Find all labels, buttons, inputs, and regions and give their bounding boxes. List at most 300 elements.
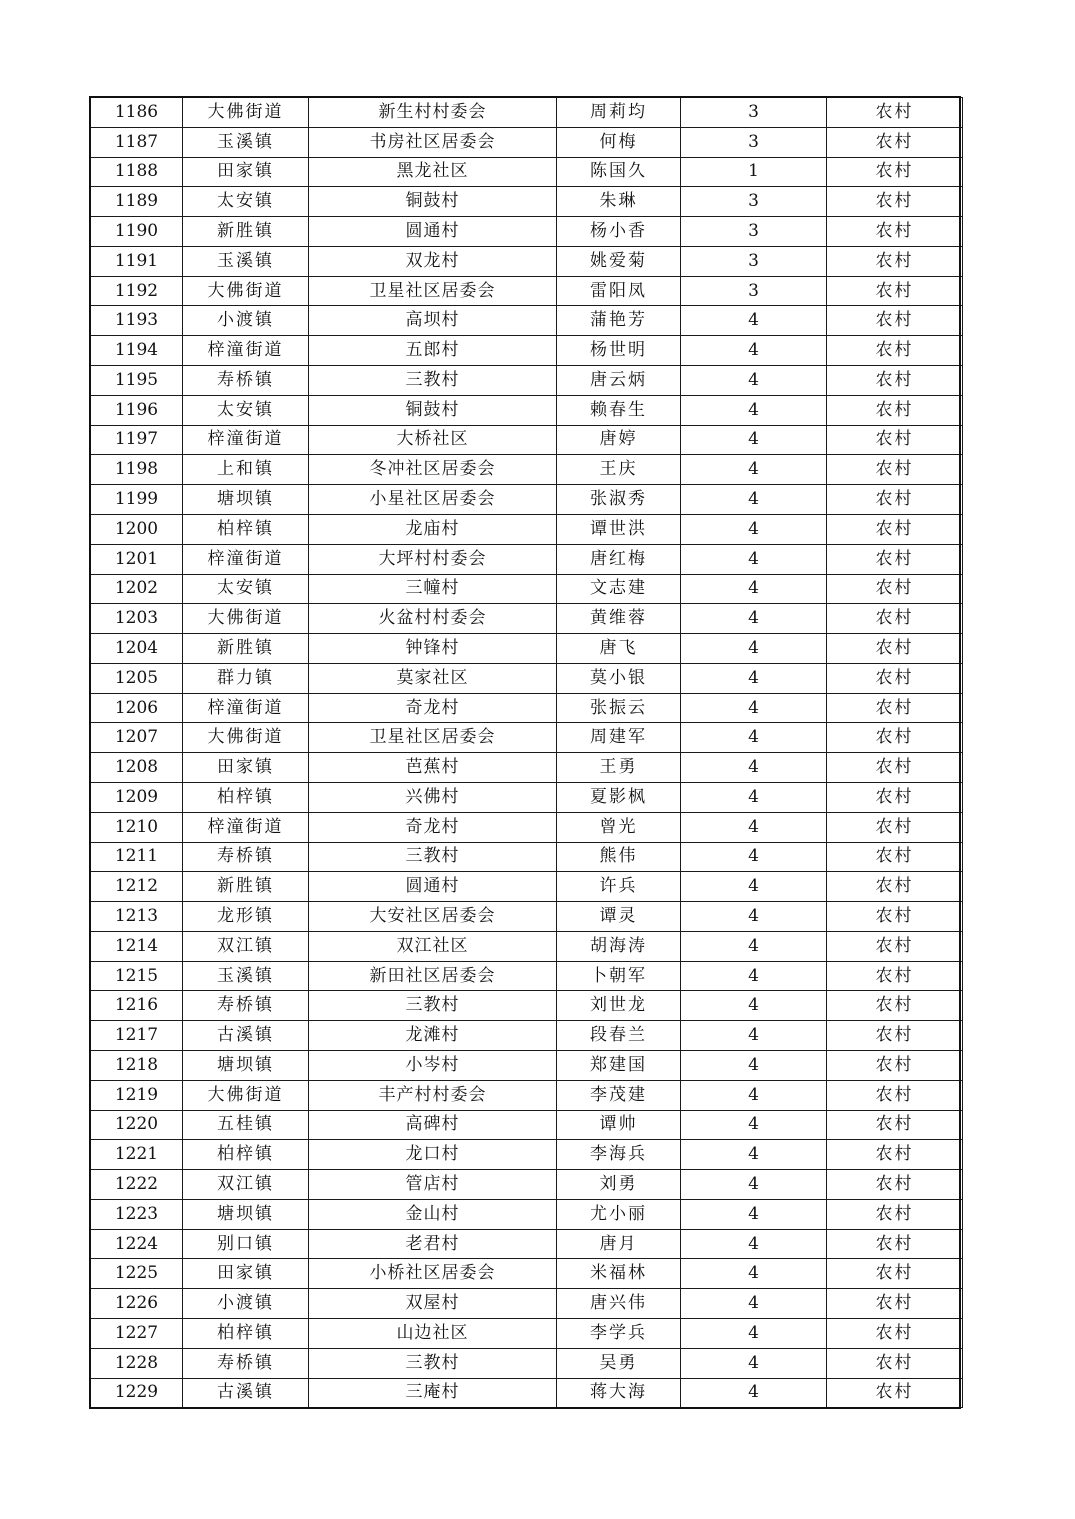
person-name-cell: 杨小香 (557, 217, 681, 247)
town-cell: 大佛街道 (183, 1080, 309, 1110)
table-row (91, 902, 963, 932)
person-name-cell: 王勇 (557, 753, 681, 783)
level-cell: 4 (681, 872, 827, 902)
town-cell: 太安镇 (183, 187, 309, 217)
person-name-cell: 姚爱菊 (557, 246, 681, 276)
village-cell: 大坪村村委会 (309, 544, 557, 574)
town-cell: 大佛街道 (183, 604, 309, 634)
person-name-cell: 黄维蓉 (557, 604, 681, 634)
town-cell: 塘坝镇 (183, 1199, 309, 1229)
serial-number-cell: 1194 (91, 336, 183, 366)
table-row (91, 1080, 963, 1110)
person-name-cell: 曾光 (557, 812, 681, 842)
serial-number-cell: 1219 (91, 1080, 183, 1110)
village-cell: 芭蕉村 (309, 753, 557, 783)
person-name-cell: 熊伟 (557, 842, 681, 872)
person-name-cell: 周建军 (557, 723, 681, 753)
village-cell: 山边社区 (309, 1319, 557, 1349)
village-cell: 铜鼓村 (309, 395, 557, 425)
person-name-cell: 周莉均 (557, 98, 681, 128)
person-name-cell: 陈国久 (557, 157, 681, 187)
level-cell: 4 (681, 1140, 827, 1170)
level-cell: 4 (681, 723, 827, 753)
serial-number-cell: 1195 (91, 366, 183, 396)
level-cell: 3 (681, 276, 827, 306)
town-cell: 大佛街道 (183, 98, 309, 128)
area-type-cell: 农村 (827, 395, 963, 425)
level-cell: 4 (681, 306, 827, 336)
level-cell: 4 (681, 991, 827, 1021)
level-cell: 4 (681, 931, 827, 961)
village-cell: 钟锋村 (309, 634, 557, 664)
area-type-cell: 农村 (827, 782, 963, 812)
person-name-cell: 雷阳凤 (557, 276, 681, 306)
person-name-cell: 许兵 (557, 872, 681, 902)
level-cell: 4 (681, 1170, 827, 1200)
person-name-cell: 蒋大海 (557, 1378, 681, 1408)
village-cell: 大安社区居委会 (309, 902, 557, 932)
level-cell: 4 (681, 1259, 827, 1289)
village-cell: 新生村村委会 (309, 98, 557, 128)
village-cell: 书房社区居委会 (309, 127, 557, 157)
village-cell: 铜鼓村 (309, 187, 557, 217)
serial-number-cell: 1192 (91, 276, 183, 306)
table-row (91, 753, 963, 783)
serial-number-cell: 1209 (91, 782, 183, 812)
town-cell: 玉溪镇 (183, 127, 309, 157)
person-name-cell: 王庆 (557, 455, 681, 485)
area-type-cell: 农村 (827, 1348, 963, 1378)
level-cell: 4 (681, 514, 827, 544)
town-cell: 双江镇 (183, 1170, 309, 1200)
serial-number-cell: 1210 (91, 812, 183, 842)
serial-number-cell: 1189 (91, 187, 183, 217)
area-type-cell: 农村 (827, 991, 963, 1021)
person-name-cell: 卜朝军 (557, 961, 681, 991)
serial-number-cell: 1186 (91, 98, 183, 128)
table-row (91, 634, 963, 664)
table-row (91, 1378, 963, 1408)
village-cell: 圆通村 (309, 872, 557, 902)
area-type-cell: 农村 (827, 1140, 963, 1170)
area-type-cell: 农村 (827, 663, 963, 693)
table-row (91, 961, 963, 991)
table-row (91, 246, 963, 276)
serial-number-cell: 1196 (91, 395, 183, 425)
village-cell: 圆通村 (309, 217, 557, 247)
town-cell: 大佛街道 (183, 276, 309, 306)
area-type-cell: 农村 (827, 217, 963, 247)
village-cell: 莫家社区 (309, 663, 557, 693)
village-cell: 奇龙村 (309, 693, 557, 723)
town-cell: 新胜镇 (183, 872, 309, 902)
serial-number-cell: 1220 (91, 1110, 183, 1140)
town-cell: 玉溪镇 (183, 961, 309, 991)
town-cell: 古溪镇 (183, 1378, 309, 1408)
village-cell: 龙口村 (309, 1140, 557, 1170)
area-type-cell: 农村 (827, 98, 963, 128)
serial-number-cell: 1190 (91, 217, 183, 247)
area-type-cell: 农村 (827, 514, 963, 544)
serial-number-cell: 1218 (91, 1051, 183, 1081)
village-cell: 黑龙社区 (309, 157, 557, 187)
serial-number-cell: 1226 (91, 1289, 183, 1319)
serial-number-cell: 1187 (91, 127, 183, 157)
person-name-cell: 唐红梅 (557, 544, 681, 574)
serial-number-cell: 1225 (91, 1259, 183, 1289)
serial-number-cell: 1201 (91, 544, 183, 574)
area-type-cell: 农村 (827, 1199, 963, 1229)
area-type-cell: 农村 (827, 723, 963, 753)
village-cell: 火盆村村委会 (309, 604, 557, 634)
person-name-cell: 夏影枫 (557, 782, 681, 812)
area-type-cell: 农村 (827, 931, 963, 961)
town-cell: 梓潼街道 (183, 812, 309, 842)
town-cell: 小渡镇 (183, 306, 309, 336)
table-row (91, 187, 963, 217)
village-cell: 双江社区 (309, 931, 557, 961)
table-row (91, 1140, 963, 1170)
level-cell: 4 (681, 753, 827, 783)
town-cell: 群力镇 (183, 663, 309, 693)
serial-number-cell: 1205 (91, 663, 183, 693)
village-cell: 金山村 (309, 1199, 557, 1229)
village-cell: 新田社区居委会 (309, 961, 557, 991)
level-cell: 4 (681, 693, 827, 723)
town-cell: 寿桥镇 (183, 842, 309, 872)
level-cell: 3 (681, 217, 827, 247)
area-type-cell: 农村 (827, 574, 963, 604)
table-row (91, 1021, 963, 1051)
level-cell: 4 (681, 1319, 827, 1349)
area-type-cell: 农村 (827, 634, 963, 664)
town-cell: 梓潼街道 (183, 693, 309, 723)
area-type-cell: 农村 (827, 455, 963, 485)
area-type-cell: 农村 (827, 842, 963, 872)
level-cell: 4 (681, 1378, 827, 1408)
table-row (91, 544, 963, 574)
town-cell: 大佛街道 (183, 723, 309, 753)
village-cell: 三教村 (309, 366, 557, 396)
serial-number-cell: 1203 (91, 604, 183, 634)
village-cell: 丰产村村委会 (309, 1080, 557, 1110)
person-name-cell: 李茂建 (557, 1080, 681, 1110)
town-cell: 龙形镇 (183, 902, 309, 932)
person-name-cell: 朱琳 (557, 187, 681, 217)
village-cell: 冬冲社区居委会 (309, 455, 557, 485)
person-name-cell: 谭灵 (557, 902, 681, 932)
person-name-cell: 张淑秀 (557, 485, 681, 515)
serial-number-cell: 1193 (91, 306, 183, 336)
area-type-cell: 农村 (827, 1378, 963, 1408)
person-name-cell: 尤小丽 (557, 1199, 681, 1229)
serial-number-cell: 1221 (91, 1140, 183, 1170)
level-cell: 4 (681, 395, 827, 425)
level-cell: 4 (681, 366, 827, 396)
table-row (91, 1348, 963, 1378)
village-cell: 小岑村 (309, 1051, 557, 1081)
serial-number-cell: 1208 (91, 753, 183, 783)
serial-number-cell: 1207 (91, 723, 183, 753)
town-cell: 新胜镇 (183, 217, 309, 247)
town-cell: 柏梓镇 (183, 514, 309, 544)
village-cell: 高碑村 (309, 1110, 557, 1140)
person-name-cell: 谭帅 (557, 1110, 681, 1140)
area-type-cell: 农村 (827, 276, 963, 306)
town-cell: 塘坝镇 (183, 485, 309, 515)
table-row (91, 514, 963, 544)
table-row (91, 872, 963, 902)
serial-number-cell: 1223 (91, 1199, 183, 1229)
level-cell: 4 (681, 1110, 827, 1140)
town-cell: 田家镇 (183, 753, 309, 783)
serial-number-cell: 1191 (91, 246, 183, 276)
village-cell: 老君村 (309, 1229, 557, 1259)
table-row (91, 366, 963, 396)
table-row (91, 395, 963, 425)
table-row (91, 425, 963, 455)
area-type-cell: 农村 (827, 127, 963, 157)
village-cell: 三幢村 (309, 574, 557, 604)
level-cell: 4 (681, 1051, 827, 1081)
person-name-cell: 杨世明 (557, 336, 681, 366)
serial-number-cell: 1206 (91, 693, 183, 723)
area-type-cell: 农村 (827, 604, 963, 634)
area-type-cell: 农村 (827, 544, 963, 574)
table-row (91, 1110, 963, 1140)
serial-number-cell: 1211 (91, 842, 183, 872)
level-cell: 4 (681, 782, 827, 812)
town-cell: 柏梓镇 (183, 1319, 309, 1349)
person-name-cell: 唐婷 (557, 425, 681, 455)
table-row (91, 1259, 963, 1289)
town-cell: 双江镇 (183, 931, 309, 961)
area-type-cell: 农村 (827, 157, 963, 187)
area-type-cell: 农村 (827, 425, 963, 455)
village-cell: 大桥社区 (309, 425, 557, 455)
person-name-cell: 米福林 (557, 1259, 681, 1289)
serial-number-cell: 1202 (91, 574, 183, 604)
serial-number-cell: 1199 (91, 485, 183, 515)
town-cell: 田家镇 (183, 1259, 309, 1289)
person-name-cell: 唐云炳 (557, 366, 681, 396)
person-name-cell: 文志建 (557, 574, 681, 604)
person-name-cell: 莫小银 (557, 663, 681, 693)
level-cell: 4 (681, 544, 827, 574)
area-type-cell: 农村 (827, 187, 963, 217)
serial-number-cell: 1228 (91, 1348, 183, 1378)
town-cell: 玉溪镇 (183, 246, 309, 276)
village-cell: 奇龙村 (309, 812, 557, 842)
table-row (91, 842, 963, 872)
level-cell: 4 (681, 842, 827, 872)
town-cell: 小渡镇 (183, 1289, 309, 1319)
area-type-cell: 农村 (827, 1080, 963, 1110)
person-name-cell: 唐飞 (557, 634, 681, 664)
table-row (91, 693, 963, 723)
serial-number-cell: 1204 (91, 634, 183, 664)
town-cell: 柏梓镇 (183, 1140, 309, 1170)
level-cell: 4 (681, 336, 827, 366)
level-cell: 4 (681, 604, 827, 634)
serial-number-cell: 1227 (91, 1319, 183, 1349)
area-type-cell: 农村 (827, 902, 963, 932)
area-type-cell: 农村 (827, 693, 963, 723)
area-type-cell: 农村 (827, 812, 963, 842)
level-cell: 4 (681, 1348, 827, 1378)
area-type-cell: 农村 (827, 1319, 963, 1349)
area-type-cell: 农村 (827, 1229, 963, 1259)
serial-number-cell: 1215 (91, 961, 183, 991)
town-cell: 柏梓镇 (183, 782, 309, 812)
level-cell: 4 (681, 663, 827, 693)
person-name-cell: 张振云 (557, 693, 681, 723)
town-cell: 寿桥镇 (183, 991, 309, 1021)
serial-number-cell: 1216 (91, 991, 183, 1021)
area-type-cell: 农村 (827, 1021, 963, 1051)
table-row (91, 574, 963, 604)
town-cell: 古溪镇 (183, 1021, 309, 1051)
table-row (91, 663, 963, 693)
level-cell: 4 (681, 1289, 827, 1319)
area-type-cell: 农村 (827, 336, 963, 366)
level-cell: 4 (681, 812, 827, 842)
town-cell: 太安镇 (183, 395, 309, 425)
area-type-cell: 农村 (827, 1259, 963, 1289)
serial-number-cell: 1222 (91, 1170, 183, 1200)
village-cell: 高坝村 (309, 306, 557, 336)
village-cell: 兴佛村 (309, 782, 557, 812)
table-row (91, 1229, 963, 1259)
person-name-cell: 唐月 (557, 1229, 681, 1259)
serial-number-cell: 1214 (91, 931, 183, 961)
person-name-cell: 段春兰 (557, 1021, 681, 1051)
area-type-cell: 农村 (827, 1110, 963, 1140)
village-cell: 小桥社区居委会 (309, 1259, 557, 1289)
serial-number-cell: 1213 (91, 902, 183, 932)
village-cell: 三教村 (309, 991, 557, 1021)
area-type-cell: 农村 (827, 961, 963, 991)
table-row (91, 98, 963, 128)
table-row (91, 217, 963, 247)
village-cell: 卫星社区居委会 (309, 723, 557, 753)
village-cell: 管店村 (309, 1170, 557, 1200)
serial-number-cell: 1224 (91, 1229, 183, 1259)
village-cell: 五郎村 (309, 336, 557, 366)
person-name-cell: 刘世龙 (557, 991, 681, 1021)
person-name-cell: 唐兴伟 (557, 1289, 681, 1319)
level-cell: 1 (681, 157, 827, 187)
table-row (91, 1199, 963, 1229)
town-cell: 寿桥镇 (183, 366, 309, 396)
table-row (91, 455, 963, 485)
level-cell: 4 (681, 634, 827, 664)
serial-number-cell: 1198 (91, 455, 183, 485)
town-cell: 梓潼街道 (183, 336, 309, 366)
village-cell: 双龙村 (309, 246, 557, 276)
person-name-cell: 蒲艳芳 (557, 306, 681, 336)
town-cell: 田家镇 (183, 157, 309, 187)
level-cell: 4 (681, 574, 827, 604)
level-cell: 4 (681, 1080, 827, 1110)
area-type-cell: 农村 (827, 753, 963, 783)
level-cell: 4 (681, 902, 827, 932)
town-cell: 太安镇 (183, 574, 309, 604)
town-cell: 新胜镇 (183, 634, 309, 664)
table-row (91, 604, 963, 634)
table-row (91, 306, 963, 336)
area-type-cell: 农村 (827, 485, 963, 515)
roster-table-body (91, 98, 963, 1408)
village-cell: 龙庙村 (309, 514, 557, 544)
serial-number-cell: 1212 (91, 872, 183, 902)
person-name-cell: 李海兵 (557, 1140, 681, 1170)
level-cell: 4 (681, 455, 827, 485)
table-row (91, 1170, 963, 1200)
table-row (91, 812, 963, 842)
village-cell: 小星社区居委会 (309, 485, 557, 515)
town-cell: 五桂镇 (183, 1110, 309, 1140)
village-cell: 龙滩村 (309, 1021, 557, 1051)
serial-number-cell: 1188 (91, 157, 183, 187)
table-row (91, 276, 963, 306)
table-row (91, 991, 963, 1021)
person-name-cell: 刘勇 (557, 1170, 681, 1200)
area-type-cell: 农村 (827, 246, 963, 276)
village-cell: 卫星社区居委会 (309, 276, 557, 306)
person-name-cell: 吴勇 (557, 1348, 681, 1378)
table-row (91, 782, 963, 812)
table-row (91, 336, 963, 366)
table-row (91, 1051, 963, 1081)
roster-table (90, 97, 963, 1408)
level-cell: 4 (681, 1021, 827, 1051)
person-name-cell: 李学兵 (557, 1319, 681, 1349)
person-name-cell: 胡海涛 (557, 931, 681, 961)
level-cell: 3 (681, 127, 827, 157)
serial-number-cell: 1200 (91, 514, 183, 544)
table-row (91, 485, 963, 515)
table-row (91, 931, 963, 961)
level-cell: 4 (681, 1229, 827, 1259)
level-cell: 3 (681, 98, 827, 128)
level-cell: 3 (681, 246, 827, 276)
town-cell: 塘坝镇 (183, 1051, 309, 1081)
town-cell: 梓潼街道 (183, 425, 309, 455)
village-cell: 三庵村 (309, 1378, 557, 1408)
area-type-cell: 农村 (827, 306, 963, 336)
serial-number-cell: 1229 (91, 1378, 183, 1408)
town-cell: 梓潼街道 (183, 544, 309, 574)
table-row (91, 127, 963, 157)
village-cell: 三教村 (309, 842, 557, 872)
area-type-cell: 农村 (827, 1170, 963, 1200)
area-type-cell: 农村 (827, 872, 963, 902)
table-row (91, 723, 963, 753)
level-cell: 4 (681, 425, 827, 455)
level-cell: 4 (681, 485, 827, 515)
village-cell: 双屋村 (309, 1289, 557, 1319)
town-cell: 寿桥镇 (183, 1348, 309, 1378)
serial-number-cell: 1197 (91, 425, 183, 455)
town-cell: 别口镇 (183, 1229, 309, 1259)
serial-number-cell: 1217 (91, 1021, 183, 1051)
table-row (91, 1289, 963, 1319)
level-cell: 4 (681, 1199, 827, 1229)
level-cell: 4 (681, 961, 827, 991)
area-type-cell: 农村 (827, 1051, 963, 1081)
person-name-cell: 何梅 (557, 127, 681, 157)
